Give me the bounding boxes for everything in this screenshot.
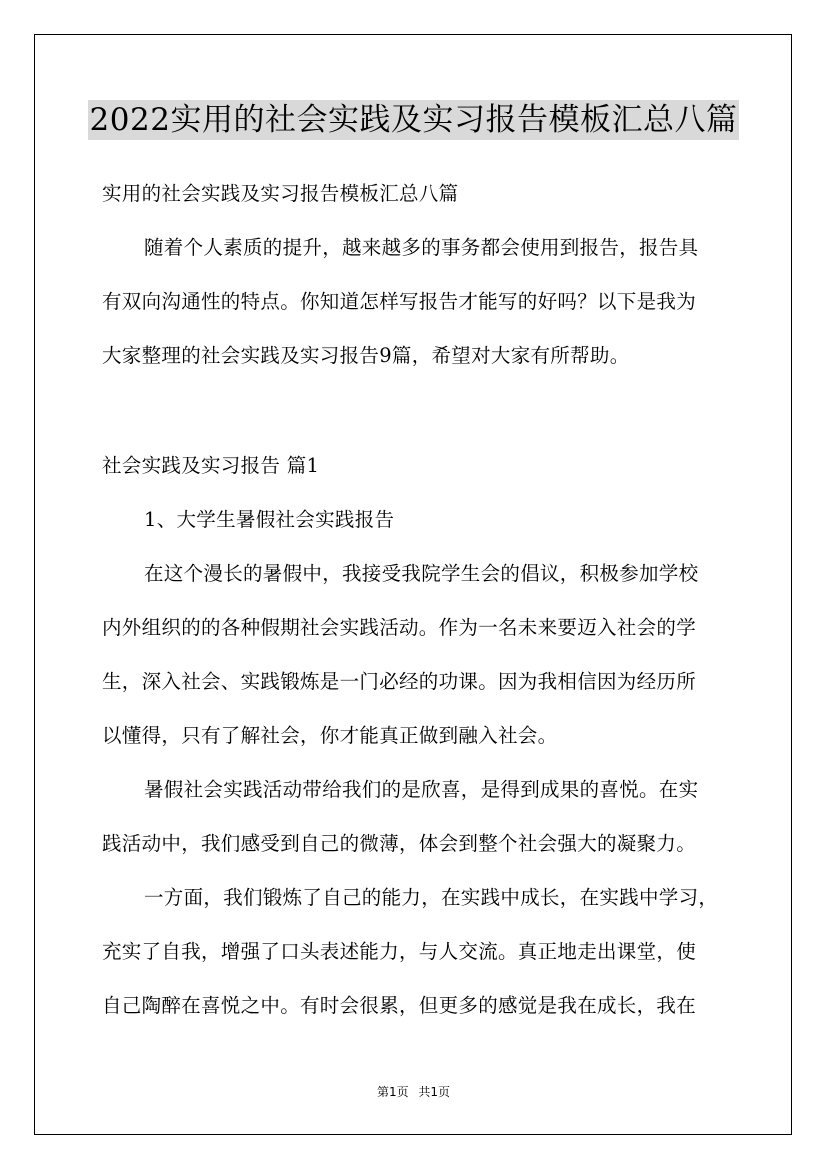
section-heading: 社会实践及实习报告 篇1: [102, 454, 320, 477]
paragraph-line: 一方面，我们锻炼了自己的能力，在实践中成长，在实践中学习，: [144, 886, 719, 909]
paragraph-line: 有双向沟通性的特点。你知道怎样写报告才能写的好吗？以下是我为: [102, 290, 697, 313]
paragraph-line: 大家整理的社会实践及实习报告9篇，希望对大家有所帮助。: [102, 344, 630, 367]
paragraph-line: 在这个漫长的暑假中，我接受我院学生会的倡议，积极参加学校: [144, 562, 699, 585]
paragraph-line: 自己陶醉在喜悦之中。有时会很累，但更多的感觉是我在成长，我在: [102, 994, 697, 1017]
paragraph-line: 充实了自我，增强了口头表述能力，与人交流。真正地走出课堂，使: [102, 940, 697, 963]
title-block: [0, 100, 827, 140]
page-total: 共1页: [418, 1085, 451, 1099]
paragraph-line: 随着个人素质的提升，越来越多的事务都会使用到报告，报告具: [144, 236, 699, 259]
paragraph-line: 以懂得，只有了解社会，你才能真正做到融入社会。: [102, 724, 558, 747]
subsection-heading: 1、大学生暑假社会实践报告: [144, 508, 395, 531]
page-footer: [0, 1084, 827, 1100]
subtitle: 实用的社会实践及实习报告模板汇总八篇: [102, 182, 459, 205]
paragraph-line: 内外组织的的各种假期社会实践活动。作为一名未来要迈入社会的学: [102, 616, 697, 639]
document-title: 2022实用的社会实践及实习报告模板汇总八篇: [89, 102, 738, 138]
paragraph-line: 践活动中，我们感受到自己的微薄，体会到整个社会强大的凝聚力。: [102, 832, 697, 855]
page-number: 第1页: [376, 1085, 409, 1099]
paragraph-line: 暑假社会实践活动带给我们的是欣喜，是得到成果的喜悦。在实: [144, 778, 699, 801]
paragraph-line: 生，深入社会、实践锻炼是一门必经的功课。因为我相信因为经历所: [102, 670, 697, 693]
